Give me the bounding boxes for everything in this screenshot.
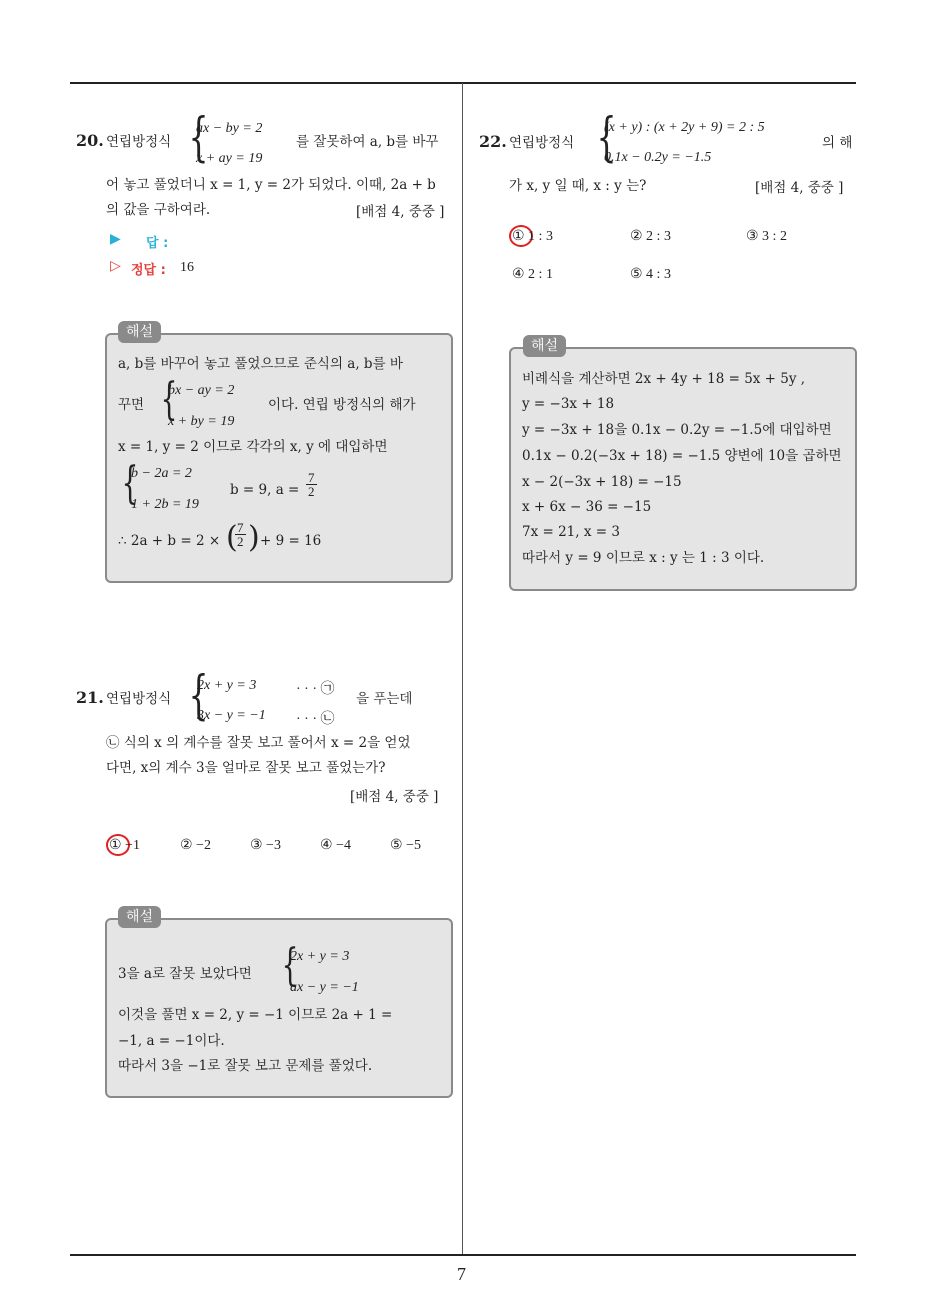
question-text: 를 잘못하여 a, b를 바꾸	[296, 134, 439, 150]
solution-text: + 9 = 16	[260, 533, 322, 549]
question-lead: 연립방정식	[106, 691, 172, 707]
system-equation-2-tag: · · · ㉡	[296, 712, 335, 727]
system-equation-1: 2x + y = 3	[197, 678, 257, 693]
system-equation-1: bx − ay = 2	[168, 383, 235, 398]
question-text: 다면, x의 계수 3을 얼마로 잘못 보고 풀었는가?	[106, 760, 386, 776]
solution-text: 7x = 21, x = 3	[522, 524, 620, 540]
solution-text: y = −3x + 18	[522, 396, 615, 412]
question-lead: 연립방정식	[106, 134, 172, 150]
solution-text: b = 9, a =	[230, 482, 300, 498]
system-brace: {	[160, 374, 178, 425]
column-divider	[462, 83, 463, 1255]
system-equation-2: 1 + 2b = 19	[131, 497, 199, 512]
fraction: $\frac{7}{2}$	[308, 470, 315, 499]
answer-label: 답 :	[146, 236, 169, 251]
solution-text: 따라서 y = 9 이므로 x : y 는 1 : 3 이다.	[522, 550, 765, 566]
system-equation-1: ax − by = 2	[196, 121, 263, 136]
solution-text: −1, a = −1이다.	[118, 1033, 225, 1049]
choice-1[interactable]: ① −1	[109, 838, 140, 853]
question-text: 의 해	[822, 135, 853, 151]
system-equation-1: (x + y) : (x + 2y + 9) = 2 : 5	[604, 120, 765, 135]
system-equation-2: x + ay = 19	[196, 151, 263, 166]
solution-text: 따라서 3을 −1로 잘못 보고 문제를 풀었다.	[118, 1058, 373, 1074]
question-text: 어 놓고 풀었더니 x = 1, y = 2가 되었다. 이때, 2a + b	[106, 177, 436, 193]
solution-text: 0.1x − 0.2(−3x + 18) = −1.5 양변에 10을 곱하면	[522, 448, 842, 464]
choice-5[interactable]: ⑤ −5	[390, 838, 421, 853]
solution-text: y = −3x + 18을 0.1x − 0.2y = −1.5에 대입하면	[522, 422, 832, 438]
question-text: 을 푸는데	[356, 691, 413, 707]
system-brace: {	[188, 666, 209, 726]
solution-tag: 해설	[118, 906, 161, 928]
solution-tag: 해설	[118, 321, 161, 343]
fraction: $\frac{7}{2}$	[237, 520, 244, 549]
solution-text: 이것을 풀면 x = 2, y = −1 이므로 2a + 1 =	[118, 1007, 393, 1023]
system-equation-2: x + by = 19	[168, 414, 235, 429]
choice-4[interactable]: ④ −4	[320, 838, 351, 853]
system-brace: {	[188, 108, 209, 168]
solution-text: 비례식을 계산하면 2x + 4y + 18 = 5x + 5y ,	[522, 371, 806, 387]
top-rule	[70, 82, 856, 84]
choice-2[interactable]: ② −2	[180, 838, 211, 853]
solution-tag: 해설	[523, 335, 566, 357]
system-equation-1: b − 2a = 2	[131, 466, 192, 481]
system-equation-1: 2x + y = 3	[290, 949, 350, 964]
solution-text: ∴ 2a + b = 2 ×	[118, 533, 221, 549]
score-meta: [배점 4, 중중 ]	[350, 789, 439, 805]
paren-right: )	[248, 520, 260, 555]
score-meta: [배점 4, 중중 ]	[356, 204, 445, 220]
choice-2[interactable]: ② 2 : 3	[630, 229, 671, 244]
question-text: ㉡ 식의 x 의 계수를 잘못 보고 풀어서 x = 2을 얻었	[106, 735, 411, 751]
system-equation-2: ax − y = −1	[290, 980, 359, 995]
choice-1[interactable]: ① 1 : 3	[512, 229, 553, 244]
score-meta: [배점 4, 중중 ]	[755, 180, 844, 196]
solution-text: 이다. 연립 방정식의 해가	[268, 397, 416, 413]
system-equation-2: 0.1x − 0.2y = −1.5	[604, 150, 712, 165]
correct-answer-label: 정답 :	[131, 263, 166, 278]
system-brace: {	[281, 940, 299, 991]
question-text: 가 x, y 일 때, x : y 는?	[509, 178, 647, 194]
question-text: 의 값을 구하여라.	[106, 202, 211, 218]
paren-left: (	[226, 520, 238, 555]
correct-answer-value: 16	[180, 260, 194, 275]
question-number: 21.	[76, 688, 104, 707]
solution-text: x = 1, y = 2 이므로 각각의 x, y 에 대입하면	[118, 439, 388, 455]
system-brace: {	[596, 108, 617, 168]
solution-text: x − 2(−3x + 18) = −15	[522, 474, 682, 490]
choice-3[interactable]: ③ 3 : 2	[746, 229, 787, 244]
system-equation-1-tag: · · · ㉠	[296, 682, 335, 697]
page-number: 7	[457, 1264, 466, 1284]
bottom-rule	[70, 1254, 856, 1256]
triangle-icon: ▷	[110, 258, 121, 274]
play-icon: ▶	[110, 231, 121, 247]
choice-4[interactable]: ④ 2 : 1	[512, 267, 553, 282]
system-brace: {	[121, 458, 139, 509]
question-number: 22.	[479, 132, 507, 151]
choice-5[interactable]: ⑤ 4 : 3	[630, 267, 671, 282]
system-equation-2: 3x − y = −1	[197, 708, 266, 723]
solution-text: x + 6x − 36 = −15	[522, 499, 652, 515]
solution-text: a, b를 바꾸어 놓고 풀었으므로 준식의 a, b를 바	[118, 356, 403, 372]
choice-3[interactable]: ③ −3	[250, 838, 281, 853]
question-number: 20.	[76, 131, 104, 150]
question-lead: 연립방정식	[509, 135, 575, 151]
solution-text: 3을 a로 잘못 보았다면	[118, 966, 252, 982]
solution-text: 꾸면	[118, 397, 145, 413]
